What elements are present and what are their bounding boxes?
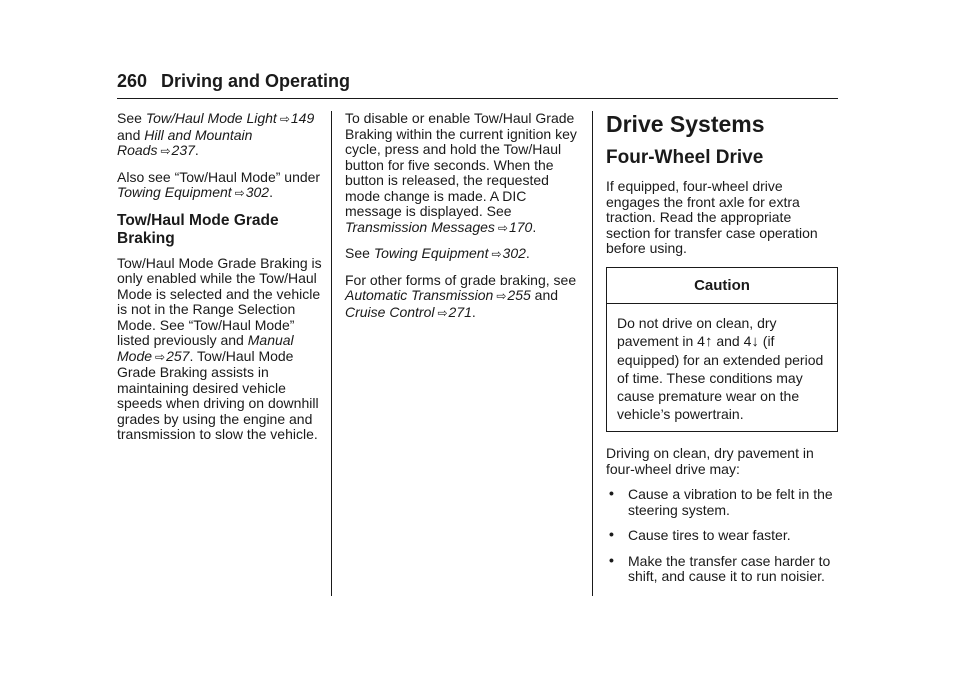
cross-reference-link[interactable]: Hill and Mountain Roads [117,126,253,158]
list-item [606,551,838,585]
bullet-icon: • [609,485,614,501]
text: . [471,303,476,320]
page-reference-icon: ⇨ [497,220,508,235]
page-reference-number[interactable]: 170 [508,218,533,235]
text: Also see “Tow/Haul Mode” under [117,168,321,185]
column-2 [345,111,577,331]
column-divider-2 [592,111,593,596]
bullet-list [606,487,838,585]
arrow-up-icon: ↑ [704,333,713,350]
text: . [532,218,537,235]
page-reference-icon: ⇨ [160,144,171,158]
page-reference-number[interactable]: 257 [166,347,190,364]
column-divider-1 [331,111,332,596]
list-item [606,487,838,518]
paragraph [117,170,327,202]
cross-reference-link[interactable]: Transmission Messages [345,218,495,235]
page-reference-number[interactable]: 149 [290,110,315,126]
text: To disable or enable Tow/Haul Grade Braking within the current ignition key cycle, press and hold the Tow/Haul button for five seconds. When the button is released, the requested mode change is made. A DIC message is displayed. See [345,110,577,219]
text: See [117,110,146,126]
cross-reference-link[interactable]: Cruise Control [345,303,435,320]
text: . [525,245,530,261]
paragraph: Driving on clean, dry pavement in four-wheel drive may: [606,445,814,477]
page-reference-icon: ⇨ [155,349,166,364]
text: . [194,142,199,158]
cross-reference-link[interactable]: Tow/Haul Mode Light [145,110,277,126]
cross-reference-link[interactable]: Automatic Transmission [345,287,494,303]
text: and [117,126,145,143]
column-1 [117,111,327,453]
page-reference-icon: ⇨ [279,112,290,126]
subsection-heading: Tow/Haul Mode Grade Braking [117,211,279,247]
text: For other forms of grade braking, see [345,271,577,288]
subsection-heading: Four-Wheel Drive [606,147,764,168]
paragraph [345,246,577,263]
text: . [269,184,273,200]
cross-reference-link[interactable]: Manual Mode [117,332,294,364]
header-divider [117,98,838,99]
cross-reference-link[interactable]: Towing Equipment [373,245,489,261]
section-title: Driving and Operating [161,71,351,91]
section-heading: Drive Systems [606,111,765,137]
caution-title: Caution [607,268,837,305]
page-number: 260 [117,71,148,91]
paragraph [117,111,327,160]
text: Do not drive on clean, dry pavement in 4 [617,315,777,349]
bullet-icon: • [609,551,614,568]
page-reference-icon: ⇨ [496,289,507,303]
page-reference-number[interactable]: 271 [448,303,472,320]
paragraph [345,273,577,322]
paragraph: If equipped, four-wheel drive engages the front axle for extra traction. Read the appropriate section for transfer case operation before using. [606,178,818,256]
page-reference-number[interactable]: 237 [171,142,195,158]
bullet-icon: • [609,526,614,542]
caution-box [606,267,838,433]
page-reference-icon: ⇨ [234,186,245,200]
page-reference-icon: ⇨ [437,305,448,320]
paragraph [117,256,327,443]
text: and [530,287,559,303]
cross-reference-link[interactable]: Towing Equipment [117,184,232,200]
paragraph [345,111,577,236]
page-reference-number[interactable]: 255 [507,287,531,303]
page-reference-icon: ⇨ [491,247,502,261]
text: (if equipped) for an extended period of time. These conditions may cause premature wear on the vehicle’s powertrain. [617,333,824,422]
page-header [117,71,838,97]
list-item-text: Make the transfer case harder to shift, and cause it to run noisier. [628,552,831,584]
text: and 4 [712,333,752,349]
page-reference-number[interactable]: 302 [245,184,270,200]
list-item-text: Cause a vibration to be felt in the steering system. [628,486,833,518]
page-reference-number[interactable]: 302 [502,245,526,261]
column-3 [606,111,838,595]
text: . Tow/Haul Mode Grade Braking assists in maintaining desired vehicle speeds when driving on downhill grades by using the engine and transmission to slow the vehicle. [117,347,319,442]
caution-text [607,304,837,431]
text: See [345,245,374,261]
list-item-text: Cause tires to wear faster. [628,527,791,543]
text: Tow/Haul Mode Grade Braking is only enabled while the Tow/Haul Mode is selected and the vehicle is not in the Range Selection Mode. See “Tow/Haul Mode” listed previously and [117,254,322,348]
list-item [606,528,838,544]
arrow-down-icon: ↓ [751,333,759,350]
